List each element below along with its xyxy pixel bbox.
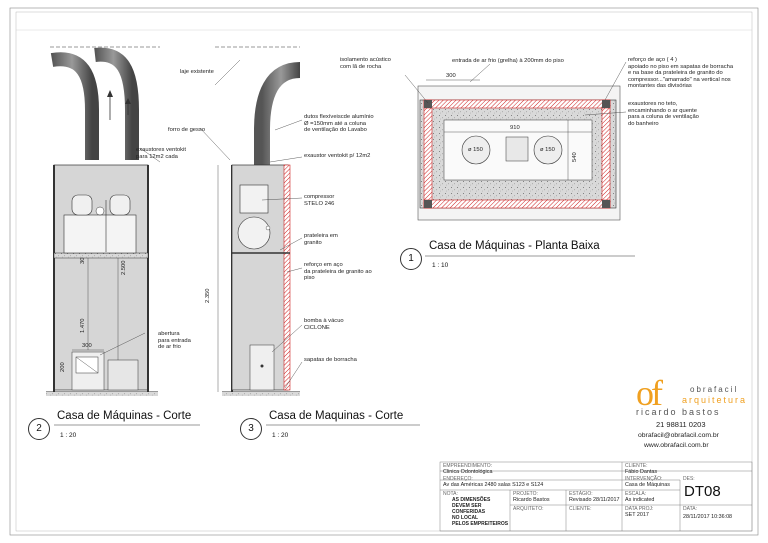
view-title-2: Casa de Máquinas - Corte xyxy=(57,410,192,422)
section-view-3 xyxy=(215,47,302,396)
tb-des-label: DES: xyxy=(683,476,695,482)
dim-1470: 1.470 xyxy=(80,318,86,333)
tb-nota-label: NOTA: xyxy=(443,491,458,497)
logo-phone: 21 98811 0203 xyxy=(656,420,706,429)
label-entrada-ar: entrada de ar frio (grelha) à 200mm do piso xyxy=(452,58,564,64)
tb-empreendimento: Clinica Odontológica xyxy=(443,469,493,475)
label-reforco: reforço em aço da prateleira de granito ao piso xyxy=(304,262,372,282)
tb-escala-label: ESCALA: xyxy=(625,491,647,497)
logo-line1: obrafacil xyxy=(690,385,739,394)
tb-data-proj: SET 2017 xyxy=(625,512,649,518)
dim-30: 30 xyxy=(80,257,86,264)
dim-2350: 2.350 xyxy=(205,288,211,303)
section-view-2 xyxy=(46,47,230,396)
dim-2500: 2.500 xyxy=(121,260,127,275)
tb-projeto-label: PROJETO: xyxy=(513,491,538,497)
label-exaustores-teto: exaustores no teto, encaminhando o ar quente para a coluna de ventilação do banheiro xyxy=(628,101,699,127)
dim-200: 200 xyxy=(60,362,66,372)
label-prateleira: prateleira em granito xyxy=(304,233,338,246)
tb-cliente2-label: CLIENTE: xyxy=(569,506,592,512)
tb-data-label: DATA: xyxy=(683,506,697,512)
label-exaustores-ventokit: exaustores ventokit para 12m2 cada xyxy=(136,147,186,160)
tb-projeto: Ricardo Bastos xyxy=(513,497,550,503)
label-abertura: abertura para entrada de ar frio xyxy=(158,331,191,351)
label-exaustor: exaustor ventokit p/ 12m2 xyxy=(304,153,371,159)
view-scale-1: 1 : 10 xyxy=(432,262,449,269)
logo-line3: ricardo bastos xyxy=(636,407,721,417)
label-reforco-aco: reforço de aço ( 4 ) apoiado no piso em sapatas de borracha e na base da prateleira de granito do compressor..."amarrado" na vertical nos montantes das divisórias xyxy=(628,57,734,90)
logo xyxy=(630,373,750,460)
label-bomba: bomba à vácuo CICLONE xyxy=(304,318,344,331)
plan-view-1 xyxy=(405,62,626,220)
view-title-3: Casa de Maquinas - Corte xyxy=(269,410,404,422)
label-dutos: dutos flexíveiscde alumínio Ø =150mm até a coluna de ventilação do Lavabo xyxy=(304,114,374,134)
view-scale-2: 1 : 20 xyxy=(60,432,77,439)
view-number-3: 3 xyxy=(240,418,262,440)
logo-email: obrafacil@obrafacil.com.br xyxy=(638,432,719,439)
dim-plan-540: 540 xyxy=(572,152,578,162)
tb-arquiteto-label: ARQUITETO: xyxy=(513,506,544,512)
tb-cliente-label: CLIENTE: xyxy=(625,463,648,469)
tb-intervencao-label: INTERVENÇÃO: xyxy=(625,476,663,482)
dim-plan-300: 300 xyxy=(446,73,456,79)
tb-estagio-label: ESTÁGIO: xyxy=(569,491,593,497)
tb-endereco-label: ENDEREÇO: xyxy=(443,476,473,482)
tb-empreendimento-label: EMPREENDIMENTO: xyxy=(443,463,493,469)
tb-escala: As indicated xyxy=(625,497,655,503)
tb-endereco: Av das Américas 2480 salas S123 e S124 xyxy=(443,482,544,488)
logo-mark: of xyxy=(636,373,660,413)
logo-web: www.obrafacil.com.br xyxy=(644,442,709,449)
label-sapatas: sapatas de borracha xyxy=(304,357,357,363)
tb-data: 28/11/2017 10:36:08 xyxy=(683,514,733,520)
tb-intervencao: Casa de Máquinas xyxy=(625,482,670,488)
view-number-2: 2 xyxy=(28,418,50,440)
label-compressor: compressor STELO 246 xyxy=(304,194,335,207)
dim-plan-910: 910 xyxy=(510,125,520,131)
logo-line2: arquitetura xyxy=(682,395,748,405)
tb-estagio: Revisado 28/11/2017 xyxy=(569,497,620,503)
tb-cliente: Fábio Dantas xyxy=(625,469,658,475)
view-title-1: Casa de Máquinas - Planta Baixa xyxy=(429,240,600,252)
tb-nota: AS DIMENSÕES DEVEM SER CONFERIDAS NO LOCAL PELOS EMPREITEIROS xyxy=(452,497,509,527)
tb-data-proj-label: DATA PROJ: xyxy=(625,506,654,512)
label-laje-existente: laje existente xyxy=(180,69,214,75)
view-scale-3: 1 : 20 xyxy=(272,432,289,439)
label-forro-gesso: forro de gesso xyxy=(168,127,206,133)
dim-300: 300 xyxy=(82,343,92,349)
dim-plan-diam-1: ø 150 xyxy=(468,147,483,153)
label-isolamento: isolamento acústico com lã de rocha xyxy=(340,57,391,70)
dim-plan-diam-2: ø 150 xyxy=(540,147,555,153)
view-number-1: 1 xyxy=(400,248,422,270)
tb-des: DT08 xyxy=(684,483,721,500)
